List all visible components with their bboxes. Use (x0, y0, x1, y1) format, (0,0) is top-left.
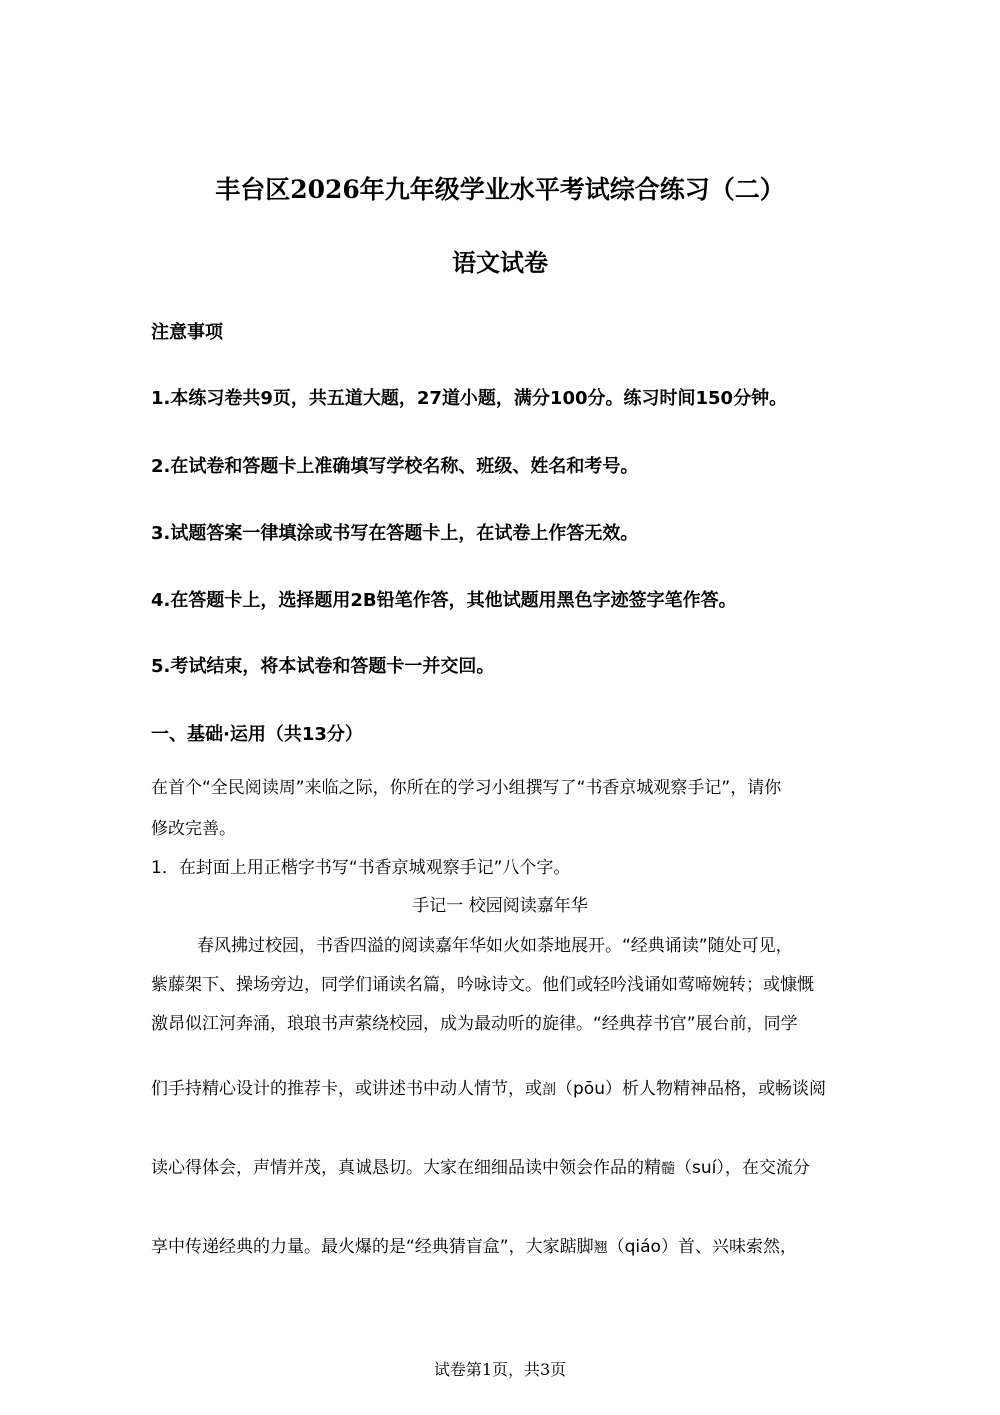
exam-title: 丰台区2026年九年级学业水平考试综合练习（二） (215, 175, 785, 204)
page-footer: 试卷第1页，共3页 (433, 1360, 567, 1379)
question-1: 1．在封面上用正楷字书写“书香京城观察手记”八个字。 (151, 858, 571, 878)
para-line-5 (151, 1153, 810, 1178)
para-line-5-part-a: 读心得体会，声情并茂，真诚恳切。大家在细细品读中领会作品的精 (151, 1158, 661, 1178)
para-line-4 (151, 1074, 826, 1099)
notice-item-5: 5.考试结束，将本试卷和答题卡一并交回。 (151, 656, 495, 677)
notice-heading: 注意事项 (151, 322, 223, 343)
annotated-char-sui: 髓 (661, 1161, 675, 1177)
notice-item-3: 3.试题答案一律填涂或书写在答题卡上，在试卷上作答无效。 (151, 523, 639, 544)
para-line-6-part-a: 享中传递经典的力量。最火爆的是“经典猜盲盒”，大家踮脚 (151, 1237, 594, 1257)
para-line-1: 春风拂过校园，书香四溢的阅读嘉年华如火如荼地展开。“经典诵读”随处可见， (197, 936, 793, 956)
para-line-4-part-b: （pōu）析人物精神品格，或畅谈阅 (556, 1079, 826, 1099)
section-heading: 一、基础·运用（共13分） (151, 724, 363, 745)
para-line-6-part-b: （qiáo）首、兴味索然， (607, 1237, 797, 1257)
notice-item-1: 1.本练习卷共9页，共五道大题，27道小题，满分100分。练习时间150分钟。 (151, 388, 788, 409)
para-line-6 (151, 1232, 797, 1257)
para-line-5-part-b: （suí），在交流分 (675, 1158, 810, 1178)
para-line-4-part-a: 们手持精心设计的推荐卡，或讲述书中动人情节，或 (151, 1079, 542, 1099)
para-line-3: 激昂似江河奔涌，琅琅书声萦绕校园，成为最动听的旋律。“经典荐书官”展台前，同学 (151, 1014, 798, 1034)
intro-line-1: 在首个“全民阅读周”来临之际，你所在的学习小组撰写了“书香京城观察手记”，请你 (151, 778, 782, 798)
notice-item-4: 4.在答题卡上，选择题用2B铅笔作答，其他试题用黑色字迹签字笔作答。 (151, 590, 737, 611)
notice-item-2: 2.在试卷和答题卡上准确填写学校名称、班级、姓名和考号。 (151, 456, 639, 477)
para-line-2: 紫藤架下、操场旁边，同学们诵读名篇，吟咏诗文。他们或轻吟浅诵如莺啼婉转；或慷慨 (151, 975, 814, 995)
article-title: 手记一 校园阅读嘉年华 (412, 896, 588, 916)
intro-line-2: 修改完善。 (151, 819, 236, 839)
annotated-char-pou: 剖 (542, 1082, 556, 1098)
exam-subtitle: 语文试卷 (452, 249, 548, 277)
annotated-char-qiao: 翘 (593, 1240, 608, 1256)
